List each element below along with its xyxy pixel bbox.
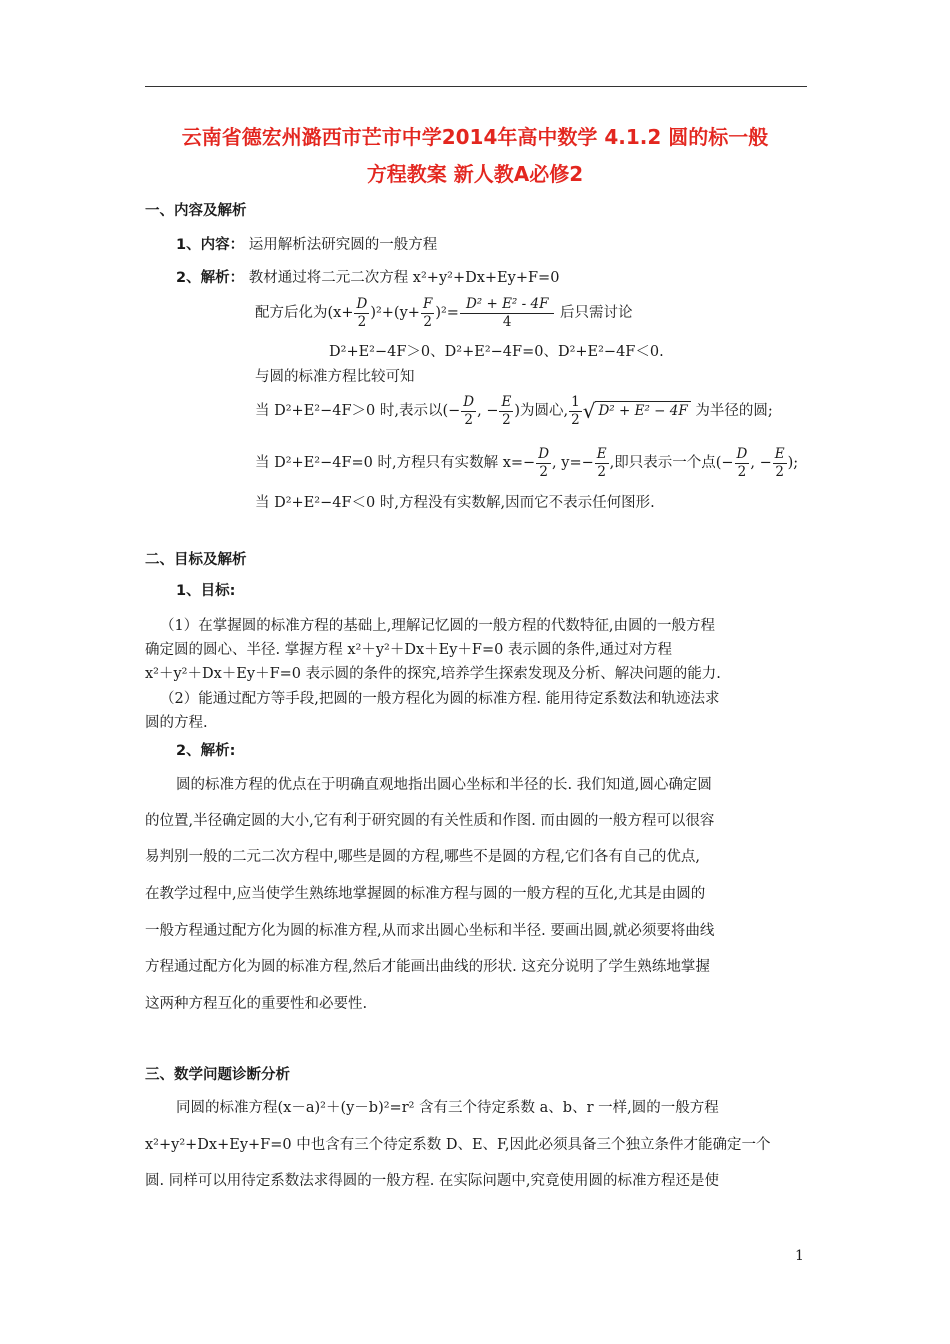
paragraph-line: 方程通过配方化为圆的标准方程,然后才能画出曲线的形状. 这充分说明了学生熟练地掌握 [145,959,710,975]
fraction-neg-e-over-2: $\frac{E}{2}$ [501,393,512,428]
content-text: 运用解析法研究圆的一般方程 [248,237,438,253]
paragraph-line: 同圆的标准方程(x－a)²＋(y－b)²=r² 含有三个待定系数 a、b、r 一样,圆的一般方程 [176,1100,719,1116]
fraction-x-d-over-2: $\frac{D}{2}$ [538,445,550,480]
fraction-point-d-over-2: $\frac{D}{2}$ [736,445,748,480]
section-1-heading: 一、内容及解析 [145,203,247,219]
paragraph-line: 的位置,半径确定圆的大小,它有利于研究圆的有关性质和作图. 而由圆的一般方程可以很容 [145,813,715,829]
case-3-line: 当 D²+E²−4F＜0 时,方程没有实数解,因而它不表示任何图形. [255,495,655,511]
fraction-d-over-2: $\frac{D}{2}$ [356,295,368,330]
section-3-heading: 三、数学问题诊断分析 [145,1067,290,1083]
goal-1-line-1: （1）在掌握圆的标准方程的基础上,理解记忆圆的一般方程的代数特征,由圆的一般方程 [160,618,715,634]
goal-label: 1、目标: [176,583,236,599]
case-2-comma: , − [750,455,772,471]
case-2-post: ); [787,455,799,471]
case-2-pre: 当 D²+E²−4F=0 时,方程只有实数解 x=− [255,455,536,471]
fraction-neg-d-over-2: $\frac{D}{2}$ [463,393,475,428]
fraction-f-over-2: $\frac{F}{2}$ [422,295,433,330]
analysis-label: 2、解析： [176,270,245,286]
goal-2-line-1: （2）能通过配方等手段,把圆的一般方程化为圆的标准方程. 能用待定系数法和轨迹法求 [160,691,720,707]
complete-eq: )²= [435,305,459,321]
analysis-line [176,267,559,289]
case-2-line [255,443,798,483]
section-2-heading: 二、目标及解析 [145,552,247,568]
page-number: 1 [795,1248,804,1264]
case-2-mid: ,即只表示一个点(− [609,455,734,471]
compare-line: 与圆的标准方程比较可知 [255,369,415,385]
paragraph-line: 易判别一般的二元二次方程中,哪些是圆的方程,哪些不是圆的方程,它们各有自己的优点, [145,849,700,865]
paragraph-line: 圆. 同样可以用待定系数法求得圆的一般方程. 在实际问题中,究竟使用圆的标准方程还是使 [145,1173,720,1189]
fraction-point-e-over-2: $\frac{E}{2}$ [774,445,785,480]
paragraph-line: 在教学过程中,应当使学生熟练地掌握圆的标准方程与圆的一般方程的互化,尤其是由圆的 [145,886,706,902]
fraction-one-half: $\frac{1}{2}$ [571,393,580,428]
fraction-y-e-over-2: $\frac{E}{2}$ [596,445,607,480]
analysis-text: 教材通过将二元二次方程 x²+y²+Dx+Ey+F=0 [248,270,560,286]
case-1-post: 为半径的圆; [695,403,773,419]
header-rule [145,86,807,87]
completing-square-line [255,293,633,333]
complete-mid: )²+(y+ [370,305,420,321]
content-label: 1、内容： [176,237,245,253]
goal-2-line-2: 圆的方程. [145,715,208,731]
complete-pre: 配方后化为(x+ [255,305,354,321]
case-1-line [255,391,773,431]
sqrt-radicand: D² + E² − 4F [595,401,690,420]
radical-sign: √ [582,399,596,423]
goal-1-line-3: x²＋y²＋Dx＋Ey＋F=0 表示圆的条件的探究,培养学生探索发现及分析、解决问题的能力. [145,666,721,682]
goal-1-line-2: 确定圆的圆心、半径. 掌握方程 x²＋y²＋Dx＋Ey＋F=0 表示圆的条件,通过对方程 [145,642,673,658]
fraction-main: $\frac{\text{D² + E² - 4F}}{4}$ [460,296,555,331]
content-line [176,234,437,256]
paragraph-line: 这两种方程互化的重要性和必要性. [145,996,368,1012]
paragraph-line: x²+y²+Dx+Ey+F=0 中也含有三个待定系数 D、E、F,因此必须具备三个独立条件才能确定一个 [145,1137,771,1153]
paragraph-line: 圆的标准方程的优点在于明确直观地指出圆心坐标和半径的长. 我们知道,圆心确定圆 [176,777,712,793]
case-1-comma: , − [477,403,499,419]
paragraph-line: 一般方程通过配方化为圆的标准方程,从而求出圆心坐标和半径. 要画出圆,就必须要将曲线 [145,923,715,939]
cases-line: D²+E²−4F＞0、D²+E²−4F=0、D²+E²−4F＜0. [329,344,664,360]
complete-post: 后只需讨论 [560,305,633,321]
document-title-line-1: 云南省德宏州潞西市芒市中学2014年高中数学 4.1.2 圆的标一般 [181,125,769,149]
case-1-mid: )为圆心, [514,403,569,419]
section-2-analysis-label: 2、解析: [176,743,236,759]
case-1-pre: 当 D²+E²−4F＞0 时,表示以(− [255,403,461,419]
document-title-line-2: 方程教案 新人教A必修2 [366,162,584,186]
case-2-y: , y=− [552,455,594,471]
